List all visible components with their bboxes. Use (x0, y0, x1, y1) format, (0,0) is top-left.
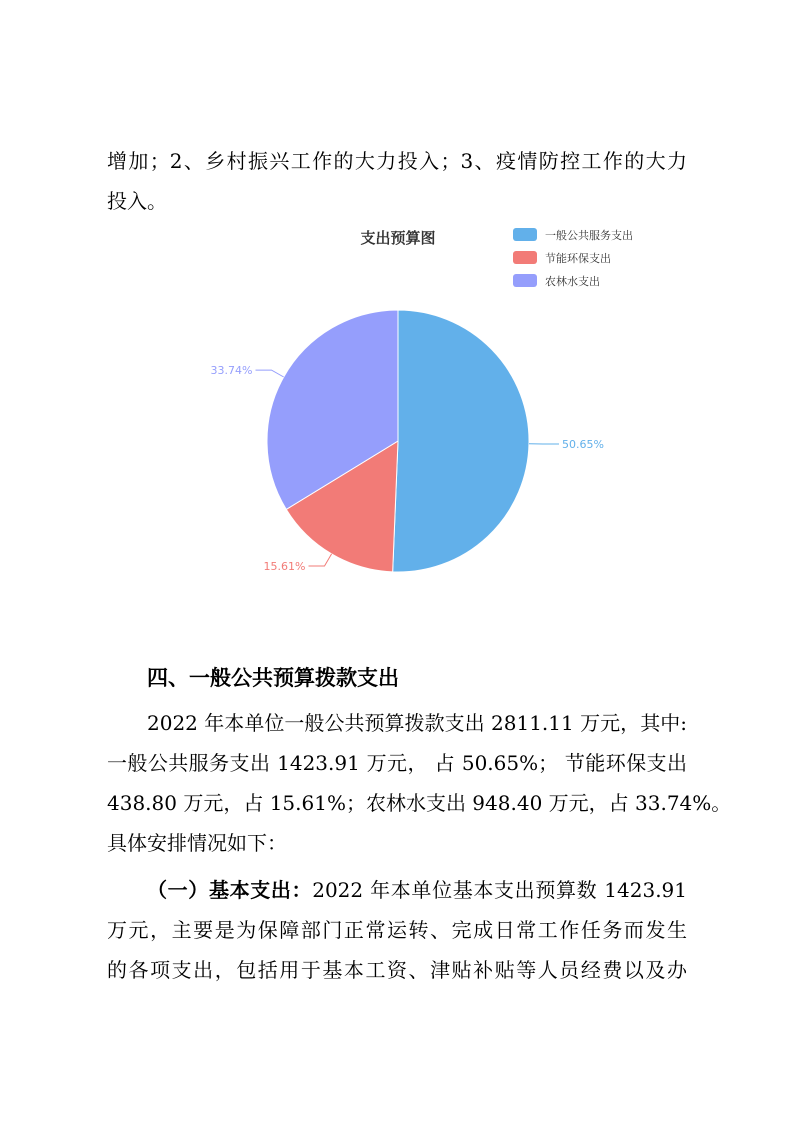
pie-data-label: 50.65% (562, 438, 604, 451)
chart-legend (513, 228, 633, 288)
paragraph-line: 一般公共服务支出 1423.91 万元， 占 50.65%； 节能环保支出 (107, 751, 687, 775)
section4-paragraph-1 (107, 703, 732, 863)
legend-label: 农林水支出 (545, 275, 600, 288)
section4-paragraph-2 (107, 870, 687, 990)
paragraph-line: 438.80 万元，占 15.61%；农林水支出 948.40 万元，占 33.74%。 (107, 791, 732, 815)
pie-data-label: 33.74% (210, 364, 253, 378)
paragraph-line: 万元，主要是为保障部门正常运转、完成日常工作任务而发生 (107, 918, 687, 942)
legend-label: 一般公共服务支出 (545, 229, 633, 242)
legend-swatch (513, 274, 537, 287)
basic-expense-text: 2022 年本单位基本支出预算数 1423.91 (312, 878, 688, 902)
paragraph-line: 的各项支出，包括用于基本工资、津贴补贴等人员经费以及办 (107, 958, 687, 982)
paragraph-line: 具体安排情况如下： (107, 831, 287, 855)
legend-swatch (513, 251, 537, 264)
paragraph-line (107, 870, 687, 910)
legend-swatch (513, 228, 537, 241)
paragraph-line: 2022 年本单位一般公共预算拨款支出 2811.11 万元，其中: (147, 711, 687, 735)
paragraph-line: 投入。 (107, 189, 167, 213)
pie-slices (267, 310, 529, 572)
legend-label: 节能环保支出 (545, 252, 611, 265)
pie-slice (393, 310, 529, 572)
basic-expense-label: （一）基本支出： (147, 878, 313, 902)
pie-leader-line (256, 370, 284, 377)
pie-leader-line (309, 554, 332, 566)
chart-title: 支出预算图 (360, 229, 436, 247)
top-paragraph (107, 141, 687, 221)
section-heading: 四、一般公共预算拨款支出 (147, 666, 399, 690)
pie-data-label: 15.61% (263, 560, 306, 573)
paragraph-line: 增加；2、乡村振兴工作的大力投入；3、疫情防控工作的大力 (107, 149, 687, 173)
expense-pie-chart (190, 215, 650, 615)
